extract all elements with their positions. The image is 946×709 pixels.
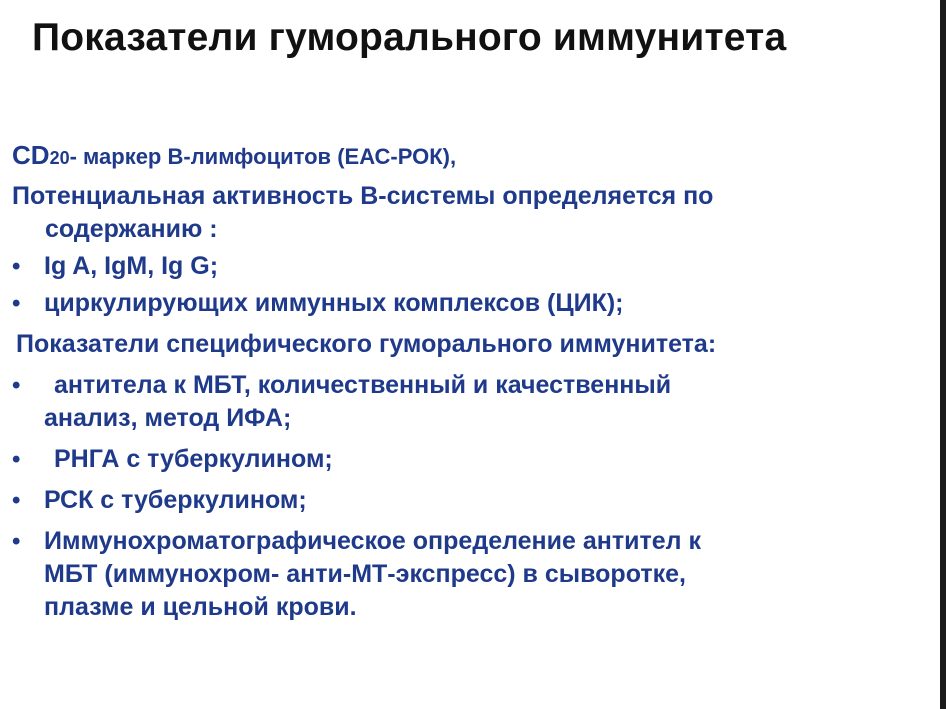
bullet-dot: • <box>12 528 21 555</box>
slide-body <box>12 138 912 624</box>
bullet-line-1: РСК с туберкулином; <box>44 486 307 514</box>
list-item <box>12 369 912 435</box>
potential-line-1: Потенциальная активность В-системы определяется по <box>12 182 714 210</box>
bullet-line-2: анализ, метод ИФА; <box>44 404 292 432</box>
bullet-line-1: антитела к МБТ, количественный и качественный <box>54 371 672 399</box>
right-edge-divider <box>940 0 946 709</box>
cd-description: - маркер В-лимфоцитов (ЕАС-РОК), <box>69 144 457 169</box>
bullet-line-1: Иммунохроматографическое определение антител к <box>44 527 701 555</box>
potential-activity-paragraph <box>12 180 912 246</box>
bullet-dot: • <box>12 446 21 473</box>
bullet-text: циркулирующих иммунных комплексов (ЦИК); <box>44 289 624 317</box>
potential-line-2: содержанию : <box>45 215 218 243</box>
list-item <box>12 525 912 624</box>
list-item <box>12 484 912 517</box>
cd-label: CD <box>12 140 50 170</box>
slide-title: Показатели гуморального иммунитета <box>32 16 787 59</box>
bullet-line-2: МБТ (иммунохром- анти-МТ-экспресс) в сыворотке, <box>44 560 686 588</box>
bullet-dot: • <box>12 487 21 514</box>
bullet-dot: • <box>12 253 21 280</box>
specific-immunity-heading: Показатели специфического гуморального иммунитета: <box>16 330 717 358</box>
list-item <box>12 443 912 476</box>
bullet-dot: • <box>12 372 21 399</box>
bullet-text: Ig A, IgM, Ig G; <box>44 252 219 280</box>
bullet-dot: • <box>12 290 21 317</box>
list-item <box>12 287 912 320</box>
cd-number: 20 <box>49 148 70 168</box>
bullet-line-1: РНГА с туберкулином; <box>54 445 333 473</box>
list-item <box>12 250 912 283</box>
cd20-marker-line <box>12 138 912 172</box>
bullet-line-3: плазме и цельной крови. <box>44 593 357 621</box>
